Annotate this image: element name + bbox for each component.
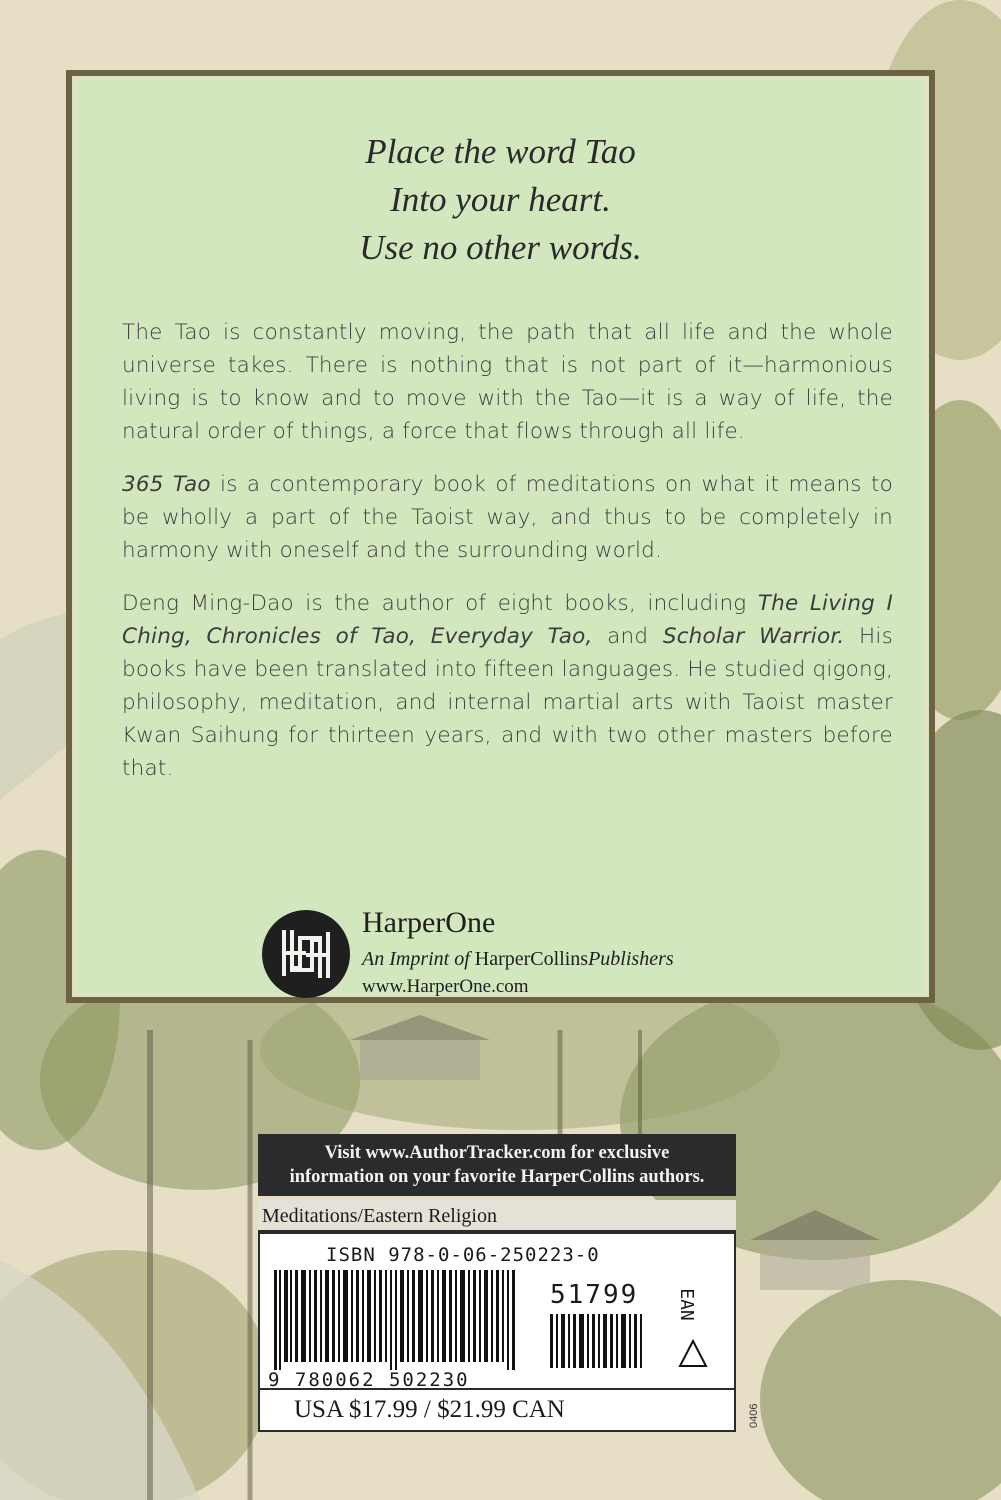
printing-code: 0406 <box>748 1403 760 1428</box>
book-title: 365 Tao <box>122 472 211 497</box>
paragraph-book-text: is a contemporary book of meditations on what it means to be wholly a part of the Taoist way, and thus to be completely in harmony with oneself and the surrounding world. <box>122 472 893 563</box>
author-text-c: His books have been translated into fifteen languages. He studied qigong, philosophy, meditation, and internal martial arts with Taoist master Kwan Saihung for thirteen years, and with two other masters before that. <box>122 624 893 781</box>
barcode-box <box>258 1232 736 1432</box>
price-label: USA $17.99 / $21.99 CAN <box>260 1388 734 1430</box>
harperone-logo <box>262 910 350 998</box>
price-barcode <box>550 1314 650 1368</box>
paragraph-author <box>122 587 893 785</box>
barcode-digits: 9 780062 502230 <box>268 1369 470 1391</box>
publisher-imprint <box>362 948 674 971</box>
publisher-block <box>262 906 782 1006</box>
author-text-a: Deng Ming-Dao is the author of eight books, including <box>122 591 758 616</box>
author-tracker-box <box>258 1134 736 1196</box>
tracker-line-1: Visit www.AuthorTracker.com for exclusive <box>324 1143 670 1163</box>
author-titles-1: The Living I Ching, Chronicles of Tao, Everyday Tao, <box>122 591 893 649</box>
price-code: 51799 <box>550 1280 639 1310</box>
description-panel-inner <box>70 74 931 999</box>
category-label: Meditations/Eastern Religion <box>258 1200 736 1232</box>
isbn-barcode <box>274 1270 534 1370</box>
imprint-harpercollins: HarperCollins <box>474 948 589 970</box>
author-titles-2: Scholar Warrior. <box>662 624 845 649</box>
epigraph-line-1: Place the word Tao <box>365 132 636 171</box>
paragraph-tao: The Tao is constantly moving, the path that all life and the whole universe takes. There is nothing that is not part of it—harmonious living is to know and to move with the Tao—it is a way of life, the natural order of things, a force that flows through all life. <box>122 320 893 444</box>
triangle-icon <box>678 1339 708 1369</box>
publisher-name: HarperOne <box>362 906 496 939</box>
isbn-text: ISBN 978-0-06-250223-0 <box>326 1244 600 1266</box>
paragraph-book <box>122 468 893 567</box>
imprint-prefix: An Imprint of <box>362 948 475 970</box>
author-text-b: and <box>592 624 663 649</box>
ean-label: EAN <box>675 1288 697 1321</box>
description-panel <box>66 70 935 1003</box>
tracker-line-2: information on your favorite HarperCollins authors. <box>289 1167 705 1187</box>
epigraph-line-3: Use no other words. <box>359 228 642 267</box>
epigraph-line-2: Into your heart. <box>390 180 611 219</box>
publisher-url: www.HarperOne.com <box>362 976 529 997</box>
description-text <box>122 316 893 805</box>
imprint-publishers: Publishers <box>588 948 674 970</box>
epigraph <box>72 128 929 272</box>
